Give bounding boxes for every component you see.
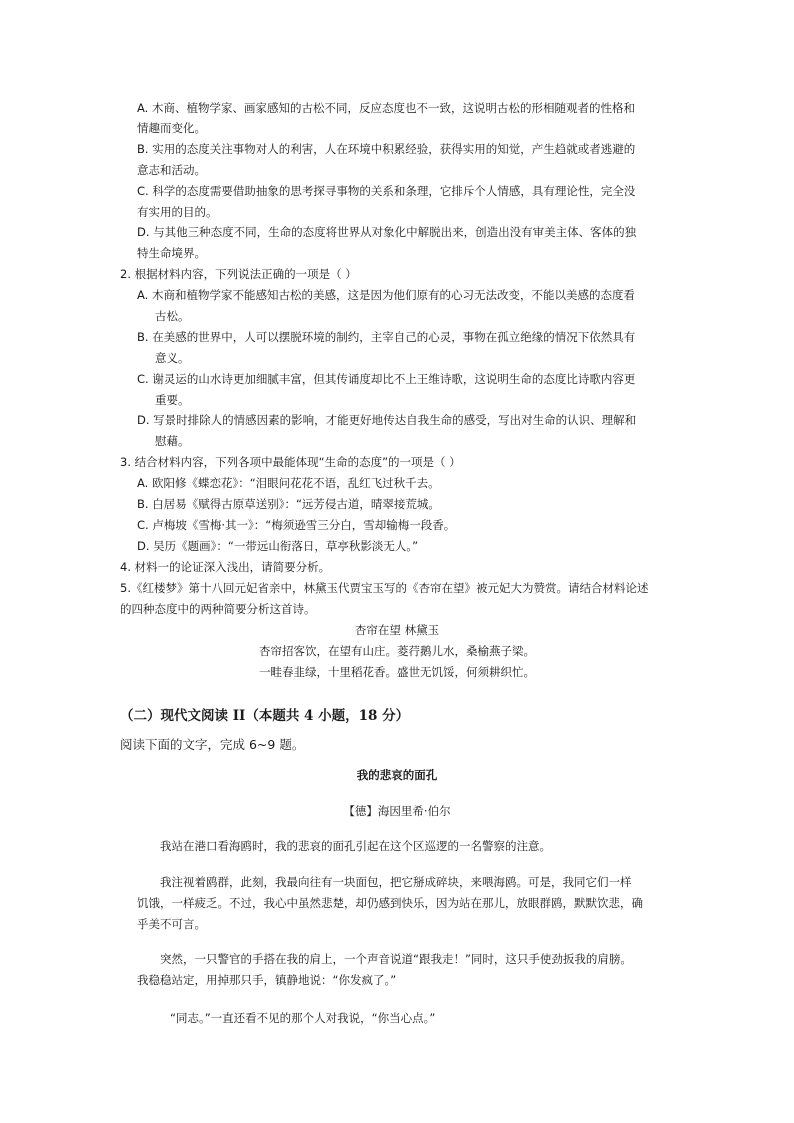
- section-heading: （二）现代文阅读 II（本题共 4 小题，18 分）: [120, 708, 410, 724]
- reading-instruction: 阅读下面的文字，完成 6~9 题。: [120, 737, 305, 752]
- q1-option-b-line1: B. 实用的态度关注事物对人的利害，人在环境中积累经验，获得实用的知觉，产生趋就或者逃避的: [137, 142, 636, 156]
- paragraph-2-line1: 我注视着鸥群，此刻，我最向往有一块面包，把它掰成碎块，来喂海鸥。可是，我同它们一样: [160, 875, 632, 889]
- paragraph-3-line2: 我稳稳站定，用掉那只手，镇静地说：“你发疯了。”: [137, 973, 397, 987]
- q3-stem: 3. 结合材料内容，下列各项中最能体现“生命的态度”的一项是（ ）: [120, 455, 461, 469]
- q3-option-b: B. 白居易《赋得古原草送别》：“远芳侵古道，晴翠接荒城。: [137, 497, 440, 511]
- q1-option-a-line1: A. 木商、植物学家、画家感知的古松不同，反应态度也不一致，这说明古松的形相随观者的性格和: [137, 101, 635, 115]
- poem-title: 杏帘在望 林黛玉: [354, 623, 440, 637]
- poem-line-2: 一畦春韭绿，十里稻花香。盛世无饥馁，何须耕织忙。: [259, 665, 535, 679]
- q5-stem-line2: 的四种态度中的两种简要分析这首诗。: [120, 602, 316, 616]
- q2-stem: 2. 根据材料内容，下列说法正确的一项是（ ）: [120, 267, 357, 281]
- paragraph-4: “同志。”一直还看不见的那个人对我说，“你当心点。”: [170, 1011, 436, 1025]
- q1-option-a-line2: 情趣而变化。: [137, 121, 206, 135]
- q1-option-c-line2: 有实用的目的。: [137, 205, 218, 219]
- q2-option-d-line1: D. 写景时排除人的情感因素的影响，才能更好地传达自我生命的感受，写出对生命的认识、理解和: [137, 413, 637, 427]
- q1-option-d-line1: D. 与其他三种态度不同，生命的态度将世界从对象化中解脱出来，创造出没有审美主体、客体的独: [137, 225, 637, 239]
- q2-option-a-line1: A. 木商和植物学家不能感知古松的美感，这是因为他们原有的心习无法改变，不能以美感的态度看: [137, 288, 635, 302]
- paragraph-2-line2: 饥饿，一样疲乏。不过，我心中虽然悲楚，却仍感到快乐，因为站在那儿，放眼群鸥，默默饮悲，确: [137, 896, 643, 910]
- q3-option-d: D. 吴历《题画》：“一带远山衔落日，草亭秋影淡无人。”: [137, 539, 419, 553]
- q2-option-a-line2: 古松。: [155, 309, 190, 323]
- paragraph-3-line1: 突然，一只警官的手搭在我的肩上，一个声音说道“跟我走！”同时，这只手使劲扳我的肩膀。: [160, 952, 632, 966]
- q1-option-c-line1: C. 科学的态度需要借助抽象的思考探寻事物的关系和条理，它排斥个人情感，具有理论性，完全没: [137, 184, 636, 198]
- q4-stem: 4. 材料一的论证深入浅出，请简要分析。: [120, 560, 331, 574]
- q2-option-b-line2: 意义。: [155, 351, 190, 365]
- paragraph-2-line3: 乎美不可言。: [137, 917, 206, 931]
- q1-option-b-line2: 意志和活动。: [137, 163, 206, 177]
- paragraph-1: 我站在港口看海鸥时，我的悲哀的面孔引起在这个区巡逻的一名警察的注意。: [160, 839, 551, 853]
- poem-line-1: 杏帘招客饮，在望有山庄。菱荇鹅儿水，桑榆燕子梁。: [259, 644, 535, 658]
- q3-option-a: A. 欧阳修《蝶恋花》：“泪眼问花花不语，乱红飞过秋千去。: [137, 476, 440, 490]
- q1-option-d-line2: 特生命境界。: [137, 246, 206, 260]
- q5-stem-line1: 5.《红楼梦》第十八回元妃省亲中，林黛玉代贾宝玉写的《杏帘在望》被元妃大为赞赏。请结合材料论述: [120, 581, 649, 595]
- article-author: 【德】海因里希·伯尔: [343, 804, 451, 818]
- q2-option-c-line2: 重要。: [155, 393, 190, 407]
- q3-option-c: C. 卢梅坡《雪梅·其一》：“梅须逊雪三分白，雪却输梅一段香。: [137, 518, 456, 532]
- q2-option-b-line1: B. 在美感的世界中，人可以摆脱环境的制约，主宰自己的心灵，事物在孤立绝缘的情况下依然具有: [137, 330, 636, 344]
- q2-option-d-line2: 慰藉。: [155, 434, 190, 448]
- q2-option-c-line1: C. 谢灵运的山水诗更加细腻丰富，但其传诵度却比不上王维诗歌，这说明生命的态度比诗歌内容更: [137, 372, 636, 386]
- article-title: 我的悲哀的面孔: [356, 768, 438, 782]
